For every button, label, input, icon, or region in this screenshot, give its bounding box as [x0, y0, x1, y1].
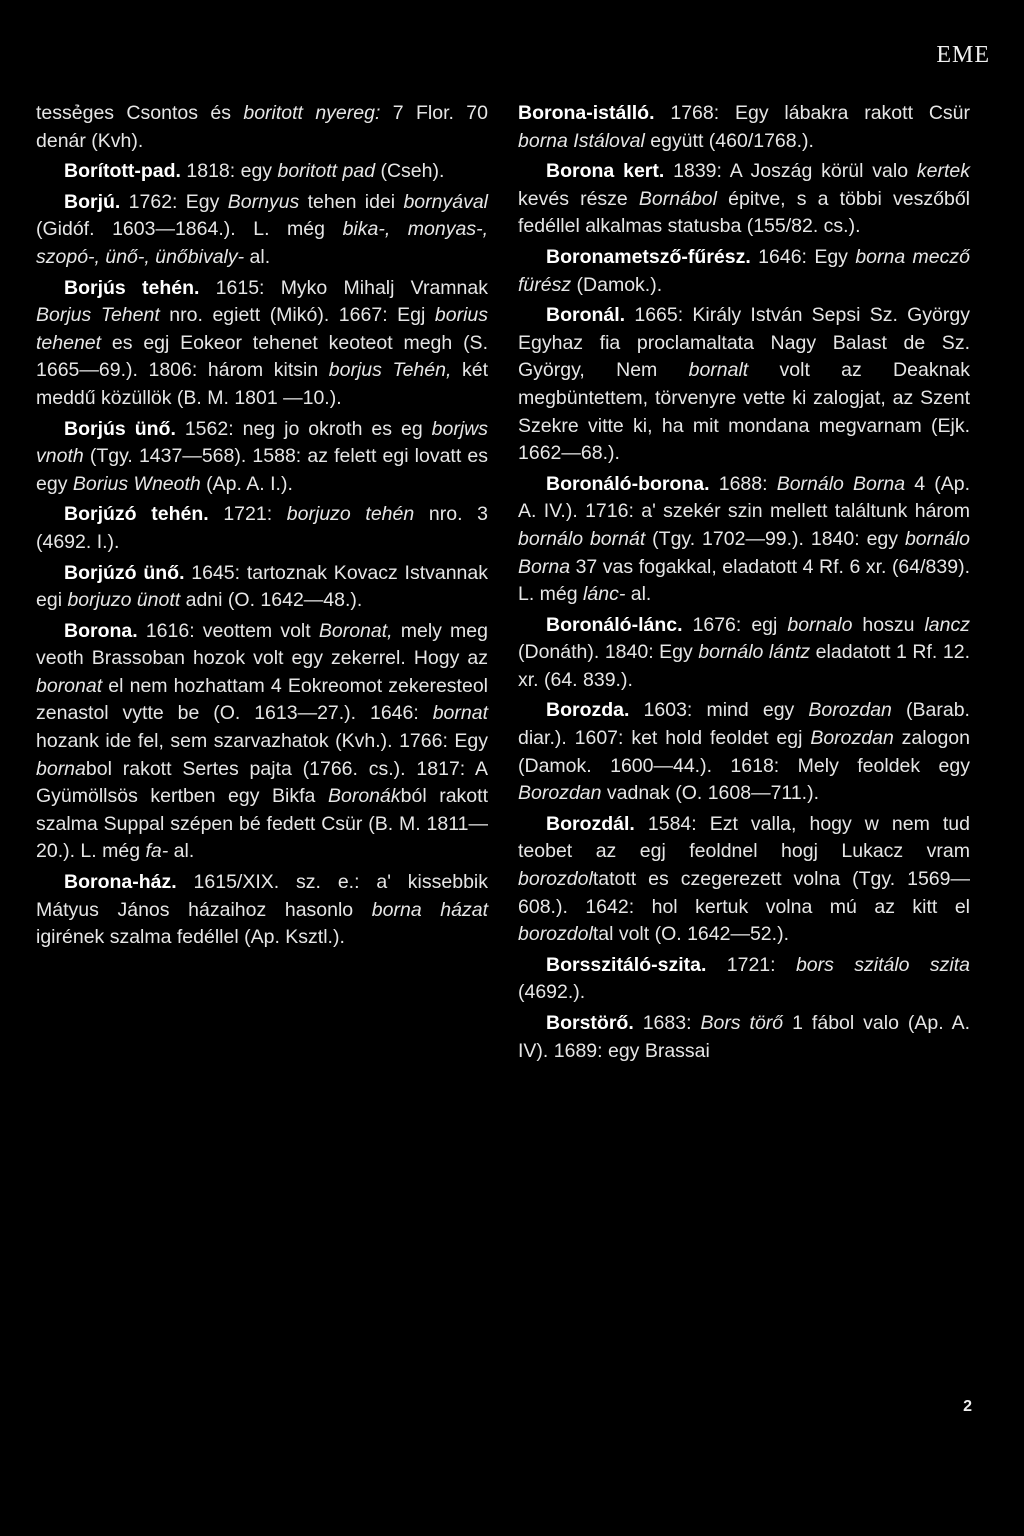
left-column: [36, 100, 488, 955]
entry-text: adni (O. 1642—48.).: [180, 589, 363, 612]
entry-italic-text: fa-: [145, 840, 169, 863]
dictionary-entry: [518, 100, 970, 155]
dictionary-entry: [36, 100, 488, 155]
entry-italic-text: bornyával: [403, 190, 489, 213]
entry-text: (Donáth). 1840: Egy: [518, 641, 699, 664]
entry-text: tatott es czegerezett volna (Tgy. 1569—608.). 1642: hol kertuk volna mú az kitt el: [518, 868, 970, 918]
dictionary-entry: [518, 471, 970, 609]
dictionary-entry: [36, 560, 488, 615]
entry-italic-text: boronat: [36, 674, 103, 697]
dictionary-entry: [518, 952, 970, 1007]
entry-headword: Borjús ünő.: [64, 417, 176, 440]
dictionary-entry: [518, 612, 970, 695]
entry-text: volt az Deaknak megbüntettem, törvenyre vette ki zalogjat, az Szent Szekre vitte ki, ha mit mondana megvarnam (Ejk. 1662—68.).: [518, 359, 971, 465]
entry-italic-text: borius tehenet: [36, 304, 489, 354]
entry-italic-text: Boronat,: [318, 619, 393, 642]
dictionary-entry: [518, 302, 970, 468]
entry-text: zalogon (Damok. 1600—44.). 1618: Mely feoldek egy: [518, 727, 970, 777]
entry-headword: Borított-pad.: [64, 160, 181, 183]
entry-headword: Boronametsző-fűrész.: [546, 245, 751, 268]
entry-italic-text: borjus Tehén,: [328, 359, 452, 382]
entry-italic-text: bornat: [432, 702, 488, 725]
entry-text: 1721:: [208, 503, 287, 526]
entry-text: (Gidóf. 1603—1864.). L. még: [36, 218, 343, 241]
dictionary-entry: [36, 869, 488, 952]
entry-italic-text: bornálo lántz: [698, 641, 811, 664]
entry-italic-text: bornálo bornát: [518, 527, 646, 550]
entry-text: 1584: Ezt valla, hogy w nem tud teobet az egj feoldnel hogj Lukacz vram: [518, 812, 970, 863]
entry-text: 1818: egy: [180, 160, 278, 183]
entry-italic-text: Borozdan: [808, 699, 892, 722]
dictionary-entry: [36, 275, 488, 413]
entry-italic-text: bors szitálo szita: [795, 953, 970, 976]
dictionary-entry: [518, 158, 970, 241]
dictionary-entry: [36, 158, 488, 186]
entry-italic-text: borjws vnoth: [36, 417, 488, 468]
entry-text: al.: [168, 840, 195, 863]
entry-headword: Borjúzó tehén.: [64, 503, 209, 526]
entry-text: al.: [625, 583, 652, 606]
entry-italic-text: borozdol: [518, 868, 593, 891]
entry-headword: Borozda.: [546, 699, 630, 722]
entry-italic-text: Bornyus: [227, 190, 300, 213]
entry-text: ból rakott szalma Suppal szépen bé fedett Csür (B. M. 1811—20.). L. még: [36, 785, 488, 863]
entry-text: 1645: tartoznak Kovacz Istvannak egi: [36, 561, 488, 612]
entry-italic-text: borna Istáloval: [518, 129, 645, 152]
entry-italic-text: Bors törő: [700, 1012, 784, 1034]
entry-text: 1603: mind egy: [629, 699, 809, 722]
entry-italic-text: bornalo: [787, 613, 853, 636]
entry-text: 1721:: [706, 953, 796, 976]
entry-italic-text: boritott pad: [277, 160, 376, 183]
entry-italic-text: borna mecző fürész: [518, 245, 970, 296]
entry-text: 1688:: [709, 472, 777, 495]
entry-text: 1615: Myko Mihalj Vramnak: [199, 276, 488, 299]
entry-text: tehen idei: [299, 190, 404, 213]
entry-headword: Boronáló-borona.: [546, 472, 710, 495]
entry-text: el nem hozhattam 4 Eokreomot zekeresteol zenastol vytte be (O. 1613—27.). 1646:: [36, 674, 488, 725]
entry-italic-text: Bornálo Borna: [776, 472, 906, 495]
entry-italic-text: Boronák: [327, 785, 401, 808]
dictionary-entry: [36, 189, 488, 272]
dictionary-entry: [518, 244, 970, 299]
entry-headword: Borstörő.: [546, 1012, 634, 1034]
entry-text: (Cseh).: [375, 160, 445, 183]
entry-italic-text: kertek: [916, 160, 970, 183]
entry-italic-text: Borjus Tehent: [36, 304, 160, 327]
entry-text: 1762: Egy: [120, 190, 228, 213]
entry-text: al.: [244, 245, 271, 268]
entry-italic-text: borjuzo tehén: [286, 503, 415, 526]
entry-italic-text: borna házat: [371, 898, 489, 921]
entry-italic-text: Borozdan: [810, 727, 894, 750]
entry-text: (4692.).: [518, 981, 586, 1004]
entry-text: két meddű közüllök (B. M. 1801 —10.).: [36, 359, 488, 409]
entry-text: igirének szalma fedéllel (Ap. Ksztl.).: [36, 926, 345, 949]
dictionary-entry: [36, 501, 488, 556]
entry-text: (Tgy. 1437—568). 1588: az felett egi lovatt es egy: [36, 445, 488, 495]
entry-headword: Borona.: [64, 619, 138, 642]
entry-text: hoszu: [852, 613, 925, 636]
entry-text: együtt (460/1768.).: [644, 129, 814, 152]
entry-text: tessẻges Csontos és: [36, 102, 244, 124]
entry-italic-text: borjuzo ünott: [67, 589, 181, 612]
entry-text: 7 Flor. 70 denár (Kvh).: [36, 102, 489, 152]
entry-text: 1665: Király István Sepsi Sz. György Egyhaz fia proclamaltata Nagy Balast de Sz. György, Nem: [518, 304, 970, 382]
entry-italic-text: Borius Wneoth: [72, 472, 201, 495]
dictionary-entry: [518, 811, 970, 949]
entry-text: nro. 3 (4692. I.).: [36, 503, 488, 553]
entry-text: 1615/XIX. sz. e.: a' kissebbik Mátyus János házaihoz hasonlo: [36, 871, 488, 921]
entry-text: 1562: neg jo okroth es eg: [175, 417, 432, 440]
entry-text: es egj Eokeor tehenet keoteot megh (S. 1665—69.). 1806: három kitsin: [36, 331, 488, 382]
entry-text: tal volt (O. 1642—52.).: [592, 923, 789, 946]
entry-text: (Barab. diar.). 1607: ket hold feoldet egj: [518, 699, 970, 750]
entry-text: kevés része: [518, 187, 639, 210]
entry-text: 1 fábol valo (Ap. A. IV). 1689: egy Brassai: [518, 1012, 970, 1062]
entry-italic-text: borozdol: [518, 923, 593, 946]
entry-headword: Borona-ház.: [64, 871, 177, 894]
dictionary-entry: [36, 416, 488, 499]
entry-text: 37 vas fogakkal, eladatott 4 Rf. 6 xr. (64/839). L. még: [518, 555, 970, 606]
entry-headword: Borjúzó ünő.: [64, 561, 185, 584]
entry-text: 1768: Egy lábakra rakott Csür: [654, 102, 970, 124]
entry-text: (Ap. A. I.).: [200, 472, 293, 495]
right-column: [518, 100, 970, 1068]
entry-headword: Borjús tehén.: [64, 276, 200, 299]
entry-italic-text: boritott nyereg:: [243, 102, 381, 124]
entry-text: (Tgy. 1702—99.). 1840: egy: [645, 527, 905, 550]
entry-text: 1839: A Joszág körül valo: [664, 160, 917, 183]
entry-headword: Borona kert.: [546, 160, 665, 183]
entry-headword: Borozdál.: [546, 812, 635, 835]
entry-text: 1676: egj: [682, 613, 788, 636]
entry-text: eladatott 1 Rf. 12. xr. (64. 839.).: [518, 641, 970, 691]
entry-text: 1646: Egy: [750, 245, 856, 268]
entry-text: mely meg veoth Brassoban hozok volt egy zekerrel. Hogy az: [36, 619, 488, 670]
entry-italic-text: bornalt: [688, 359, 749, 382]
entry-text: vadnak (O. 1608—711.).: [601, 782, 819, 805]
dictionary-entry: [518, 697, 970, 807]
entry-text: bol rakott Sertes pajta (1766. cs.). 1817: A Gyümöllsös kertben egy Bikfa: [36, 757, 488, 808]
entry-italic-text: bika-, monyas-, szopó-, ünő-, ünőbivaly-: [36, 218, 488, 268]
entry-headword: Borona-istálló.: [518, 102, 655, 124]
entry-headword: Boronál.: [546, 304, 626, 327]
header-mark: EME: [936, 42, 990, 68]
entry-italic-text: lánc-: [583, 583, 626, 606]
entry-text: (Damok.).: [571, 273, 663, 296]
entry-text: 4 (Ap. A. IV.). 1716: a' szekér szin mellett találtunk három: [518, 472, 970, 523]
entry-italic-text: borna: [36, 757, 86, 780]
entry-italic-text: Bornábol: [638, 187, 717, 210]
entry-text: 1683:: [633, 1012, 701, 1034]
entry-text: nro. egiett (Mikó). 1667: Egj: [159, 304, 435, 327]
entry-italic-text: bornálo Borna: [518, 527, 970, 578]
entry-italic-text: Borozdan: [518, 782, 602, 805]
dictionary-entry: [36, 618, 488, 866]
entry-headword: Borjú.: [64, 190, 121, 213]
dictionary-entry: [518, 1010, 970, 1065]
entry-headword: Boronáló-lánc.: [546, 613, 683, 636]
entry-text: hozank ide fel, sem szarvazhatok (Kvh.). 1766: Egy: [36, 730, 488, 753]
entry-text: épitve, s a többi veszőből fedéllel alkalmas statusba (155/82. cs.).: [518, 187, 970, 238]
page-number: 2: [963, 1398, 972, 1415]
entry-headword: Borsszitáló-szita.: [546, 953, 707, 976]
entry-italic-text: lancz: [924, 613, 970, 636]
entry-text: 1616: veottem volt: [137, 619, 319, 642]
